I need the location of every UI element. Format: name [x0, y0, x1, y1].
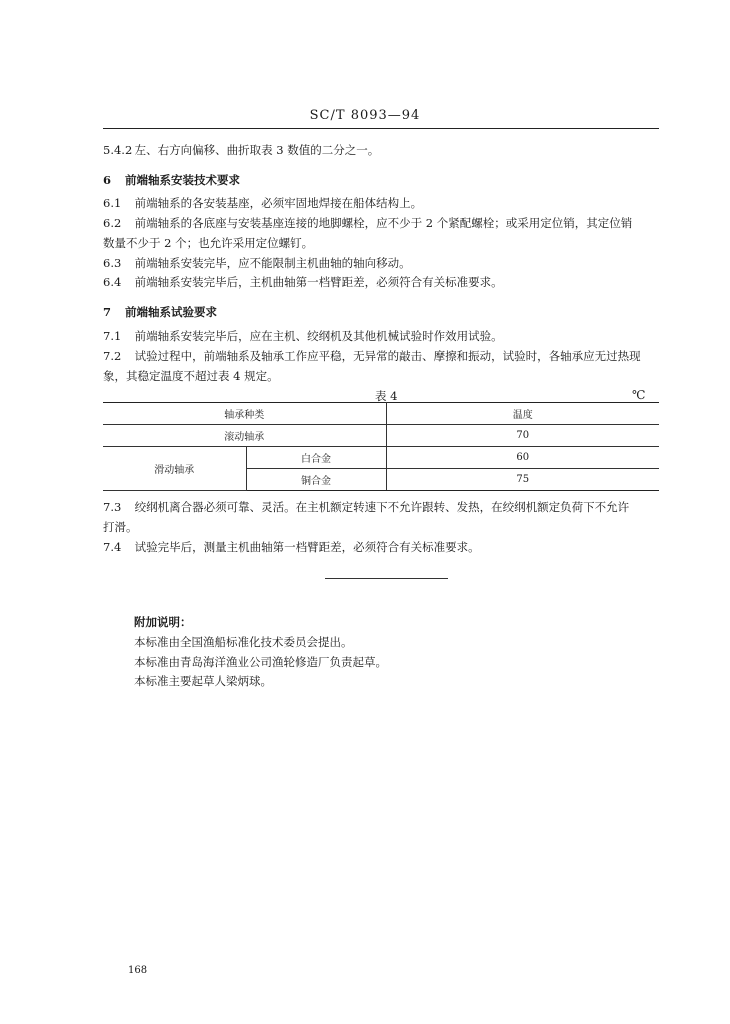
table-row [103, 425, 659, 447]
section-title: 前端轴系安装技术要求 [125, 173, 241, 187]
table-header-row [103, 403, 659, 425]
clause-7-1 [103, 329, 503, 343]
clause-6-3 [103, 256, 411, 270]
clause-text: 试验完毕后，测量主机曲轴第一档臂距差，必须符合有关标准要求。 [134, 540, 480, 554]
clause-number: 7.2 [103, 349, 122, 363]
clause-text: 绞纲机离合器必须可靠、灵活。在主机额定转速下不允许跟转、发热，在绞纲机额定负荷下不允许 [134, 500, 630, 514]
clause-6-1 [103, 196, 422, 210]
header-bearing-type: 轴承种类 [103, 403, 386, 425]
clause-7-3-continued: 打滑。 [103, 520, 138, 534]
clause-7-2-continued: 象，其稳定温度不超过表 4 规定。 [103, 369, 279, 383]
row-label-babbitt: 白合金 [246, 447, 386, 469]
clause-number: 5.4.2 [103, 143, 133, 157]
header-rule [103, 128, 659, 129]
table-row [103, 447, 659, 469]
clause-text: 前端轴系的各底座与安装基座连接的地脚螺栓，应不少于 2 个紧配螺栓；或采用定位销，其定位销 [134, 216, 633, 230]
clause-6-2 [103, 216, 632, 230]
notes-title: 附加说明： [134, 615, 192, 629]
clause-number: 7.1 [103, 329, 122, 343]
clause-number: 6.3 [103, 256, 122, 270]
clause-number: 6.4 [103, 275, 122, 289]
page-number: 168 [128, 965, 148, 976]
header-temperature: 温度 [386, 403, 659, 425]
clause-text: 试验过程中，前端轴系及轴承工作应平稳，无异常的敲击、摩擦和振动，试验时，各轴承应无过热现 [134, 349, 641, 363]
clause-number: 6.2 [103, 216, 122, 230]
clause-text: 前端轴系的各安装基座，必须牢固地焊接在船体结构上。 [134, 196, 423, 210]
section-7-heading [103, 304, 217, 320]
clause-6-2-continued: 数量不少于 2 个；也允许采用定位螺钉。 [103, 236, 314, 250]
bearing-temperature-table [103, 402, 659, 491]
section-6-heading [103, 172, 240, 188]
table-unit: ℃ [632, 388, 646, 402]
row-value-copper: 75 [386, 469, 659, 491]
note-line: 本标准由青岛海洋渔业公司渔轮修造厂负责起草。 [134, 655, 387, 669]
clause-6-4 [103, 275, 503, 289]
end-rule [325, 578, 448, 579]
clause-number: 6.1 [103, 196, 122, 210]
clause-7-4 [103, 540, 480, 554]
row-label-copper: 铜合金 [246, 469, 386, 491]
clause-7-2 [103, 349, 641, 363]
clause-text: 左、右方向偏移、曲折取表 3 数值的二分之一。 [134, 143, 380, 157]
row-value-babbitt: 60 [386, 447, 659, 469]
clause-number: 7.4 [103, 540, 122, 554]
note-line: 本标准由全国渔船标准化技术委员会提出。 [134, 635, 353, 649]
clause-7-3 [103, 500, 629, 514]
clause-number: 7.3 [103, 500, 122, 514]
section-number: 6 [103, 173, 112, 187]
clause-5-4-2 [103, 143, 379, 157]
clause-text: 前端轴系安装完毕，应不能限制主机曲轴的轴向移动。 [134, 256, 411, 270]
clause-text: 前端轴系安装完毕后，应在主机、绞纲机及其他机械试验时作效用试验。 [134, 329, 503, 343]
clause-text: 前端轴系安装完毕后，主机曲轴第一档臂距差，必须符合有关标准要求。 [134, 275, 503, 289]
table-caption: 表 4 [375, 389, 398, 403]
row-value-rolling: 70 [386, 425, 659, 447]
row-label-rolling: 滚动轴承 [103, 425, 386, 447]
section-title: 前端轴系试验要求 [125, 305, 218, 319]
section-number: 7 [103, 305, 112, 319]
note-line: 本标准主要起草人梁炳球。 [134, 674, 272, 688]
standard-code: SC/T 8093—94 [309, 108, 421, 123]
row-label-sliding: 滑动轴承 [103, 447, 246, 491]
